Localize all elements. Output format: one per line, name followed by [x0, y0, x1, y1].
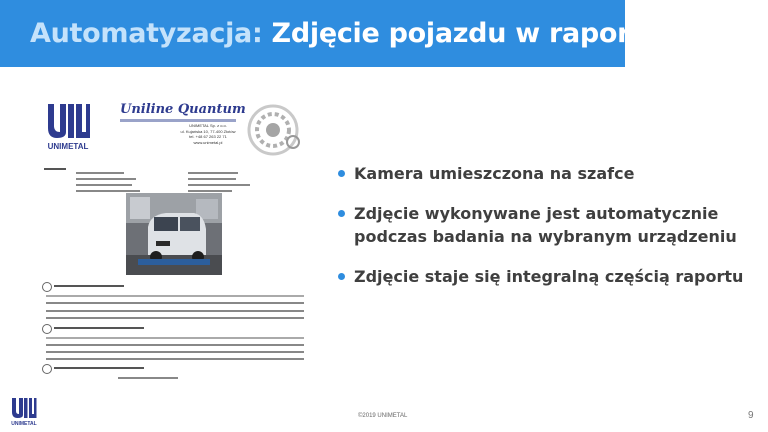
company-line: tel. +48 67 263 22 71 — [189, 134, 227, 139]
title-main: Zdjęcie pojazdu w raporcie — [262, 18, 673, 49]
report-text-line — [54, 285, 124, 287]
bullet-text: Zdjęcie wykonywane jest automatycznie podczas badania na wybranym urządzeniu — [354, 204, 737, 246]
footer-unimetal-logo — [10, 397, 38, 427]
company-line: ul. Kujańska 10, 77-400 Złotów — [180, 128, 236, 134]
report-text-line — [188, 172, 238, 174]
report-text-line — [54, 327, 144, 329]
report-text-line — [54, 367, 144, 369]
brake-icon — [42, 282, 52, 292]
report-image — [38, 98, 308, 383]
title-prefix: Automatyzacja: — [30, 18, 263, 49]
bullet-dot — [338, 170, 345, 177]
product-title: Uniline Quantum — [120, 102, 246, 117]
table-row-line — [46, 317, 304, 319]
company-line: UNIMETAL Sp. z o.o. — [189, 123, 227, 128]
report-text-line — [188, 184, 250, 186]
table-row-line — [46, 351, 304, 353]
brake-icon — [42, 364, 52, 374]
page-number: 9 — [748, 410, 754, 421]
brake-icon — [42, 324, 52, 334]
table-row-line — [46, 344, 304, 346]
report-text-line — [188, 190, 232, 192]
company-info — [173, 123, 243, 145]
bullet-text: Kamera umieszczona na szafce — [354, 164, 635, 183]
bullet-item — [338, 202, 758, 248]
bullet-list — [338, 162, 758, 305]
report-text-line — [188, 178, 236, 180]
bullet-item — [338, 265, 758, 288]
svg-text:UNIMETAL: UNIMETAL — [47, 142, 89, 151]
product-subtitle-line — [120, 119, 236, 122]
table-row-line — [46, 310, 304, 312]
report-text-line — [76, 190, 140, 192]
slide-title — [30, 18, 673, 49]
gear-icon — [233, 100, 305, 160]
report-text-line — [118, 377, 178, 379]
bullet-text: Zdjęcie staje się integralną częścią raportu — [354, 267, 744, 286]
report-text-line — [76, 178, 136, 180]
copyright-text: ©2019 UNIMETAL — [358, 413, 408, 419]
vehicle-photo — [126, 193, 222, 275]
table-row-line — [46, 302, 304, 304]
svg-text:UNIMETAL: UNIMETAL — [11, 421, 37, 427]
report-text-line — [44, 168, 66, 170]
table-row-line — [46, 358, 304, 360]
bullet-dot — [338, 273, 345, 280]
bullet-item — [338, 162, 758, 185]
table-header-line — [46, 337, 304, 339]
unimetal-logo — [44, 102, 92, 154]
bullet-dot — [338, 210, 345, 217]
table-header-line — [46, 295, 304, 297]
title-bar — [0, 0, 673, 67]
report-text-line — [76, 184, 132, 186]
report-text-line — [76, 172, 124, 174]
company-line: www.unimetal.pl — [193, 139, 223, 145]
